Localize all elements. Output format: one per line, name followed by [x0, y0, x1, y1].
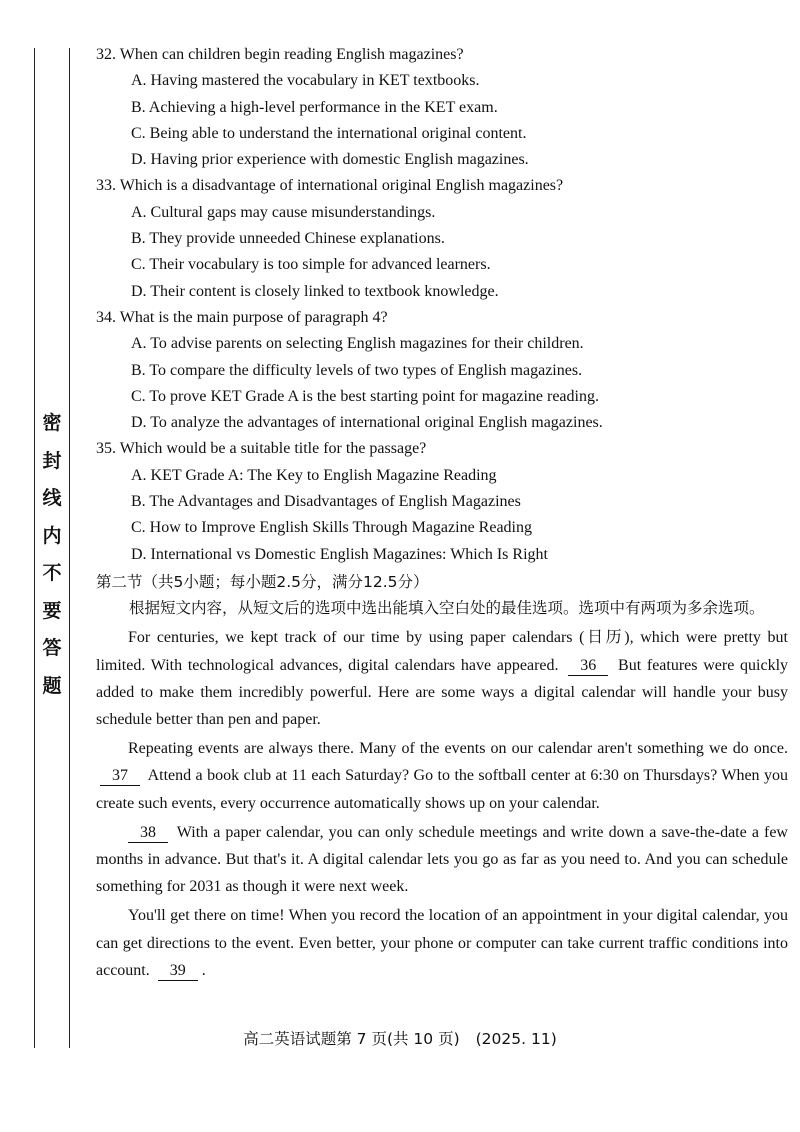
- binding-line-inner: [69, 48, 70, 1048]
- seal-line-notice: 密封线内不要答题: [42, 412, 62, 697]
- answer-blank-39: 39: [158, 962, 198, 981]
- passage-period: .: [201, 961, 206, 979]
- passage-text: Attend a book club at 11 each Saturday? Go to the softball center at 6:30 on Thursdays? When you create such events, every occurrence automatically shows up on your calendar.: [96, 767, 788, 812]
- question-stem: 33. Which is a disadvantage of international original English magazines?: [96, 177, 564, 195]
- passage-text: You'll get there on time! When you record the location of an appointment in your digital calendar, you can get directions to the event. Even better, your phone or computer can take current traffic conditions into account.: [96, 907, 788, 979]
- question-33: [96, 173, 790, 304]
- option-a: A. Having mastered the vocabulary in KET textbooks.: [131, 72, 480, 90]
- option-d: D. Their content is closely linked to textbook knowledge.: [131, 282, 499, 300]
- option-d: D. International vs Domestic English Magazines: Which Is Right: [131, 545, 548, 563]
- passage-text: With a paper calendar, you can only schedule meetings and write down a save-the-date a few months in advance. But that's it. A digital calendar lets you go as far as you need to. And you can schedule something for 2031 as though it were next week.: [96, 823, 788, 896]
- option-c: C. Their vocabulary is too simple for advanced learners.: [131, 256, 491, 274]
- passage-paragraph-4: [96, 902, 788, 984]
- passage-text: For centuries, we kept track of our time by using paper calendars (日历), which were pretty but limited. With technological advances, digital calendars have appeared.: [96, 629, 788, 674]
- option-d: D. Having prior experience with domestic English magazines.: [131, 151, 529, 169]
- option-b: B. They provide unneeded Chinese explanations.: [131, 230, 445, 248]
- option-b: B. To compare the difficulty levels of two types of English magazines.: [131, 361, 583, 379]
- passage-paragraph-1: [96, 624, 788, 733]
- passage-paragraph-2: [96, 735, 788, 817]
- option-a: A. KET Grade A: The Key to English Magazine Reading: [131, 466, 497, 484]
- answer-blank-37: 37: [100, 767, 140, 786]
- page-number-label: 高二英语试题第 7 页(共 10 页): [243, 1030, 460, 1048]
- option-b: B. Achieving a high-level performance in the KET exam.: [131, 98, 498, 116]
- option-c: C. How to Improve English Skills Through Magazine Reading: [131, 519, 532, 537]
- option-b: B. The Advantages and Disadvantages of English Magazines: [131, 493, 521, 511]
- exam-date: (2025. 11): [475, 1030, 557, 1048]
- option-a: A. Cultural gaps may cause misunderstandings.: [131, 203, 436, 221]
- question-34: [96, 305, 790, 436]
- binding-line-outer: [34, 48, 35, 1048]
- question-stem: 34. What is the main purpose of paragraph 4?: [96, 308, 388, 326]
- answer-blank-38: 38: [128, 824, 168, 843]
- passage-paragraph-3: [96, 819, 788, 901]
- question-35: [96, 436, 790, 567]
- question-stem: 32. When can children begin reading English magazines?: [96, 46, 464, 63]
- answer-blank-36: 36: [568, 657, 608, 676]
- option-c: C. To prove KET Grade A is the best starting point for magazine reading.: [131, 387, 599, 405]
- exam-content: [96, 42, 790, 984]
- question-32: [96, 42, 790, 173]
- passage-text: But features were quickly added to make them incredibly powerful. Here are some ways a digital calendar will handle your busy schedule better than pen and paper.: [96, 656, 789, 729]
- option-c: C. Being able to understand the international original content.: [131, 124, 527, 142]
- passage-text: Repeating events are always there. Many of the events on our calendar aren't something we do once.: [128, 740, 788, 758]
- page-footer: [0, 1027, 800, 1049]
- section-heading: 第二节（共5小题；每小题2.5分，满分12.5分）: [96, 572, 429, 591]
- option-d: D. To analyze the advantages of international original English magazines.: [131, 414, 603, 432]
- question-stem: 35. Which would be a suitable title for the passage?: [96, 440, 427, 458]
- section-instruction: 根据短文内容，从短文后的选项中选出能填入空白处的最佳选项。选项中有两项为多余选项。: [129, 599, 765, 618]
- option-a: A. To advise parents on selecting English magazines for their children.: [131, 335, 584, 353]
